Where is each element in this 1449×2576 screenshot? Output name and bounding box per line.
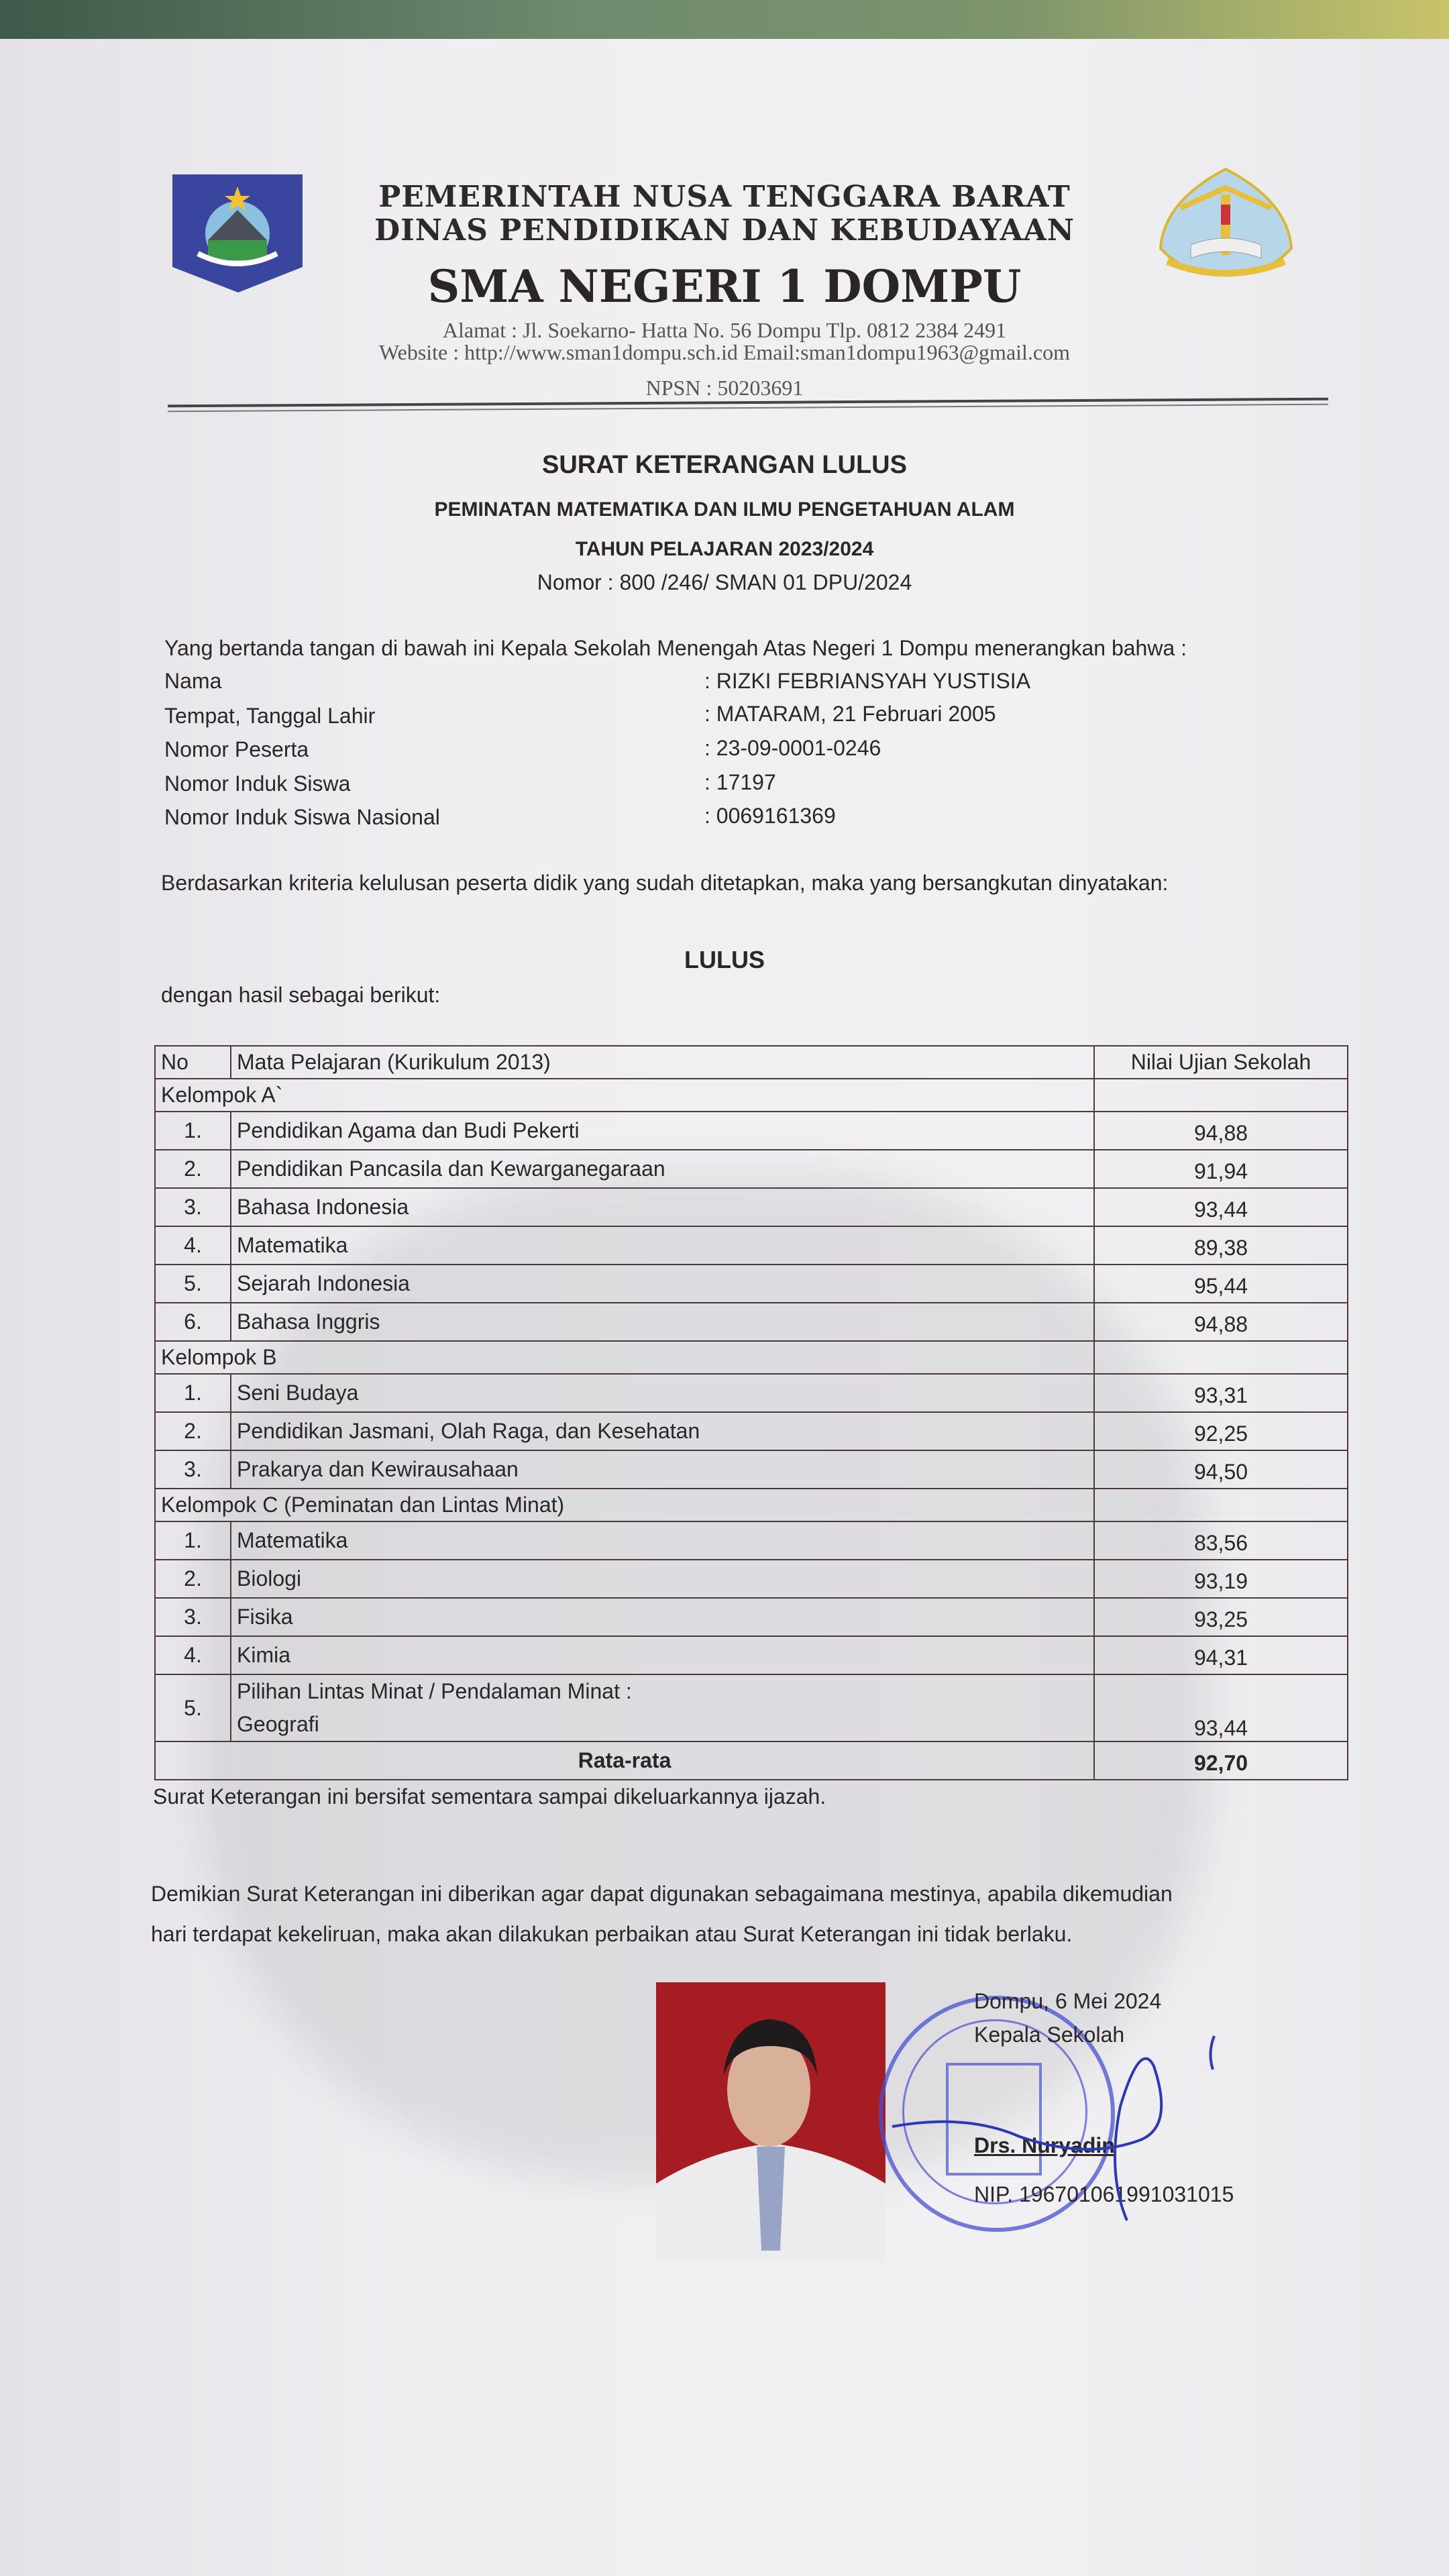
subject-cell	[231, 1450, 1094, 1489]
subject-cell	[231, 1636, 1094, 1674]
table-row	[155, 1636, 1348, 1674]
subject-name: Bahasa Inggris	[237, 1309, 380, 1334]
score: 93,44	[1094, 1188, 1348, 1226]
group-row	[155, 1079, 1348, 1112]
row-number: 2.	[155, 1560, 231, 1598]
table-row	[155, 1521, 1348, 1560]
subject-cell	[231, 1188, 1094, 1226]
subject-cell	[231, 1112, 1094, 1150]
row-number: 2.	[155, 1150, 231, 1188]
row-number: 4.	[155, 1226, 231, 1265]
group-score-empty	[1094, 1489, 1348, 1521]
score: 93,31	[1094, 1374, 1348, 1412]
subject-cell	[231, 1521, 1094, 1560]
school-name: SMA NEGERI 1 DOMPU	[427, 260, 1022, 313]
school-website: Website : http://www.sman1dompu.sch.id Email:sman1dompu1963@gmail.com	[378, 340, 1071, 364]
subject-name: Matematika	[237, 1233, 348, 1257]
group-name: Kelompok A`	[155, 1079, 1094, 1112]
document-number: Nomor : 800 /246/ SMAN 01 DPU/2024	[537, 570, 912, 594]
subject-cell	[231, 1374, 1094, 1412]
table-row	[155, 1226, 1348, 1265]
subject-cell	[231, 1674, 1094, 1741]
row-number: 3.	[155, 1188, 231, 1226]
score: 94,88	[1094, 1112, 1348, 1150]
closing-line2: hari terdapat kekeliruan, maka akan dilakukan perbaikan atau Surat Keterangan ini tidak berlaku.	[151, 1922, 1073, 1946]
document-peminatan: PEMINATAN MATEMATIKA DAN ILMU PENGETAHUAN ALAM	[434, 498, 1015, 521]
subject-name: Pendidikan Pancasila dan Kewarganegaraan	[237, 1157, 665, 1181]
letterhead-line2: DINAS PENDIDIKAN DAN KEBUDAYAAN	[374, 213, 1075, 248]
table-row	[155, 1412, 1348, 1450]
row-number: 5.	[155, 1265, 231, 1303]
grades-table	[154, 1045, 1348, 1780]
table-row	[155, 1674, 1348, 1741]
group-score-empty	[1094, 1341, 1348, 1374]
subject-name: Pendidikan Agama dan Budi Pekerti	[237, 1118, 580, 1142]
subject-name: Kimia	[237, 1643, 291, 1667]
subject-name: Seni Budaya	[237, 1381, 359, 1405]
school-address: Alamat : Jl. Soekarno- Hatta No. 56 Dompu Tlp. 0812 2384 2491	[442, 318, 1007, 342]
result-status: LULUS	[684, 946, 765, 973]
row-number: 3.	[155, 1450, 231, 1489]
score: 89,38	[1094, 1226, 1348, 1265]
subject-name: Sejarah Indonesia	[237, 1271, 410, 1295]
group-name: Kelompok C (Peminatan dan Lintas Minat)	[155, 1489, 1094, 1521]
row-number: 1.	[155, 1374, 231, 1412]
signatory-name: Drs. Nuryadin	[974, 2133, 1115, 2157]
group-row	[155, 1489, 1348, 1521]
subject-name: Prakarya dan Kewirausahaan	[237, 1457, 519, 1481]
subject-cell	[231, 1598, 1094, 1636]
score: 95,44	[1094, 1265, 1348, 1303]
header-subject: Mata Pelajaran (Kurikulum 2013)	[231, 1046, 1094, 1079]
signatory-nip: NIP. 196701061991031015	[974, 2182, 1234, 2206]
closing-line1: Demikian Surat Keterangan ini diberikan agar dapat digunakan sebagaimana mestinya, apabila dikemudian	[151, 1882, 1173, 1906]
row-number: 1.	[155, 1521, 231, 1560]
subject-name: Fisika	[237, 1605, 293, 1629]
subject-name: Matematika	[237, 1528, 348, 1552]
identity-value: : MATARAM, 21 Februari 2005	[704, 702, 996, 726]
identity-value: : 0069161369	[704, 804, 836, 828]
identity-value: : 23-09-0001-0246	[704, 736, 881, 760]
identity-label: Nomor Peserta	[164, 737, 309, 761]
signature-place-date: Dompu, 6 Mei 2024	[974, 1989, 1162, 2013]
intro-text: Yang bertanda tangan di bawah ini Kepala Sekolah Menengah Atas Negeri 1 Dompu menerangkan bahwa :	[164, 636, 1187, 660]
table-row	[155, 1265, 1348, 1303]
score: 92,25	[1094, 1412, 1348, 1450]
table-row	[155, 1598, 1348, 1636]
signature-role: Kepala Sekolah	[974, 2023, 1125, 2047]
score: 94,31	[1094, 1636, 1348, 1674]
score: 83,56	[1094, 1521, 1348, 1560]
subject-name: Biologi	[237, 1566, 302, 1591]
table-row	[155, 1150, 1348, 1188]
subject-detail: Geografi	[237, 1712, 319, 1736]
subject-cell	[231, 1150, 1094, 1188]
score: 93,19	[1094, 1560, 1348, 1598]
row-number: 2.	[155, 1412, 231, 1450]
identity-label: Nomor Induk Siswa	[164, 771, 351, 796]
letterhead-line1: PEMERINTAH NUSA TENGGARA BARAT	[378, 180, 1071, 214]
score: 93,44	[1094, 1674, 1348, 1741]
temporary-note: Surat Keterangan ini bersifat sementara sampai dikeluarkannya ijazah.	[153, 1784, 826, 1809]
score: 93,25	[1094, 1598, 1348, 1636]
subject-name: Pilihan Lintas Minat / Pendalaman Minat :	[237, 1679, 632, 1703]
subject-name: Bahasa Indonesia	[237, 1195, 409, 1219]
row-number: 3.	[155, 1598, 231, 1636]
subject-name: Pendidikan Jasmani, Olah Raga, dan Kesehatan	[237, 1419, 700, 1443]
result-intro: dengan hasil sebagai berikut:	[161, 983, 441, 1007]
table-header-row	[155, 1046, 1348, 1079]
identity-value: : RIZKI FEBRIANSYAH YUSTISIA	[704, 669, 1031, 693]
subject-cell	[231, 1265, 1094, 1303]
score: 94,88	[1094, 1303, 1348, 1341]
student-photo	[656, 1982, 885, 2262]
average-row	[155, 1741, 1348, 1780]
header-no: No	[155, 1046, 231, 1079]
subject-cell	[231, 1560, 1094, 1598]
table-row	[155, 1303, 1348, 1341]
document-year: TAHUN PELAJARAN 2023/2024	[575, 538, 874, 560]
table-row	[155, 1450, 1348, 1489]
group-row	[155, 1341, 1348, 1374]
school-npsn: NPSN : 50203691	[645, 376, 804, 400]
subject-cell	[231, 1412, 1094, 1450]
handwritten-signature	[885, 2026, 1234, 2227]
subject-cell	[231, 1226, 1094, 1265]
average-value: 92,70	[1094, 1741, 1348, 1780]
row-number: 1.	[155, 1112, 231, 1150]
background-strip	[0, 0, 1449, 39]
header-score: Nilai Ujian Sekolah	[1094, 1046, 1348, 1079]
row-number: 6.	[155, 1303, 231, 1341]
document-title: SURAT KETERANGAN LULUS	[542, 451, 907, 479]
identity-value: : 17197	[704, 770, 776, 794]
score: 91,94	[1094, 1150, 1348, 1188]
score: 94,50	[1094, 1450, 1348, 1489]
table-row	[155, 1112, 1348, 1150]
group-score-empty	[1094, 1079, 1348, 1112]
identity-label: Nomor Induk Siswa Nasional	[164, 805, 440, 829]
group-name: Kelompok B	[155, 1341, 1094, 1374]
table-row	[155, 1560, 1348, 1598]
row-number: 5.	[155, 1674, 231, 1741]
criteria-text: Berdasarkan kriteria kelulusan peserta didik yang sudah ditetapkan, maka yang bersangkutan dinyatakan:	[161, 871, 1169, 895]
table-row	[155, 1188, 1348, 1226]
row-number: 4.	[155, 1636, 231, 1674]
identity-label: Nama	[164, 669, 222, 693]
subject-cell	[231, 1303, 1094, 1341]
identity-label: Tempat, Tanggal Lahir	[164, 704, 376, 728]
table-row	[155, 1374, 1348, 1412]
average-label: Rata-rata	[155, 1741, 1094, 1780]
